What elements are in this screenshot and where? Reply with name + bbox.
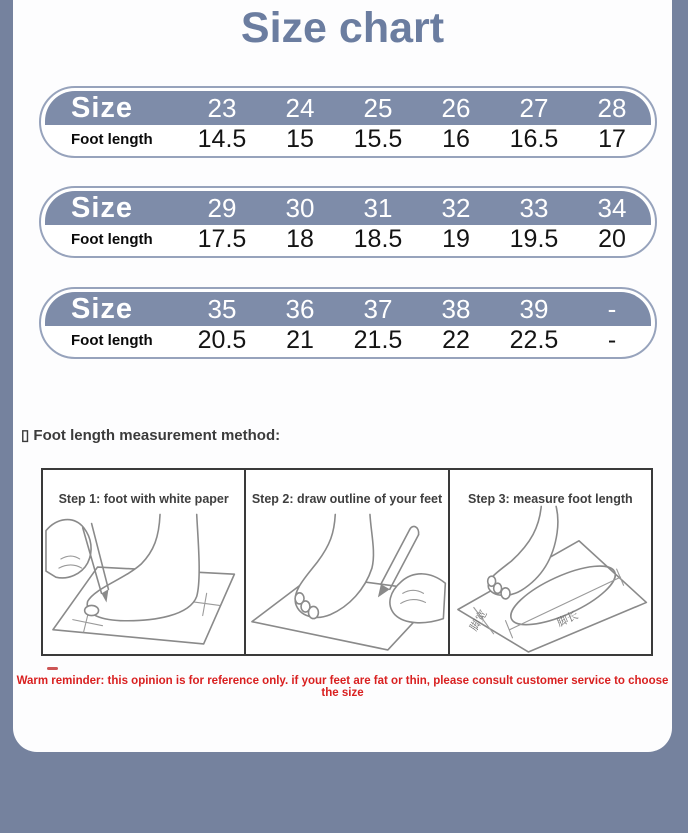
size-value: 36 bbox=[285, 293, 315, 324]
step-2-label: Step 2: draw outline of your feet bbox=[251, 492, 443, 506]
size-value: 25 bbox=[363, 92, 393, 123]
foot-length-value: 22 bbox=[442, 326, 470, 354]
measurement-method-heading: ▯ Foot length measurement method: bbox=[21, 427, 281, 444]
size-table-1 bbox=[39, 86, 657, 158]
size-label: Size bbox=[71, 191, 134, 224]
foot-length-value: 20 bbox=[598, 225, 626, 253]
foot-length-value: 19 bbox=[442, 225, 470, 253]
size-value: 39 bbox=[519, 293, 549, 324]
measurement-steps bbox=[41, 468, 653, 656]
foot-length-diagram-label: 脚长 bbox=[554, 608, 580, 630]
size-value: 28 bbox=[597, 92, 627, 123]
foot-length-value: 16 bbox=[442, 125, 470, 153]
step-panel-2 bbox=[244, 468, 449, 656]
size-value: 30 bbox=[285, 192, 315, 223]
size-value: 26 bbox=[441, 92, 471, 123]
warm-reminder-text: Warm reminder: this opinion is for reference only. if your feet are fat or thin, please consult customer service to choose the size bbox=[16, 675, 669, 699]
size-value: 29 bbox=[207, 192, 237, 223]
foot-length-value: 22.5 bbox=[509, 326, 559, 354]
foot-length-value: 20.5 bbox=[197, 326, 247, 354]
foot-length-row bbox=[45, 225, 651, 254]
size-label: Size bbox=[71, 91, 134, 124]
page-title: Size chart bbox=[240, 4, 445, 52]
size-value: 37 bbox=[363, 293, 393, 324]
foot-length-value: 16.5 bbox=[509, 125, 559, 153]
step-1-label: Step 1: foot with white paper bbox=[58, 492, 229, 506]
size-value: 34 bbox=[597, 192, 627, 223]
size-value: 35 bbox=[207, 293, 237, 324]
foot-length-label: Foot length bbox=[71, 332, 153, 349]
foot-length-value: 15.5 bbox=[353, 125, 403, 153]
foot-length-value: 18.5 bbox=[353, 225, 403, 253]
foot-length-value: 17 bbox=[598, 125, 626, 153]
size-table-2 bbox=[39, 186, 657, 258]
size-table-3 bbox=[39, 287, 657, 359]
size-value: 23 bbox=[207, 92, 237, 123]
foot-length-label: Foot length bbox=[71, 231, 153, 248]
size-header-row bbox=[45, 91, 651, 125]
foot-length-row bbox=[45, 326, 651, 355]
red-mark bbox=[47, 667, 58, 670]
size-value: - bbox=[607, 293, 617, 324]
size-value: 38 bbox=[441, 293, 471, 324]
foot-length-value: - bbox=[607, 326, 617, 354]
size-header-row bbox=[45, 292, 651, 326]
size-header-row bbox=[45, 191, 651, 225]
size-label: Size bbox=[71, 292, 134, 325]
foot-length-value: 17.5 bbox=[197, 225, 247, 253]
size-value: 33 bbox=[519, 192, 549, 223]
foot-length-label: Foot length bbox=[71, 131, 153, 148]
foot-length-value: 18 bbox=[286, 225, 314, 253]
foot-length-value: 14.5 bbox=[197, 125, 247, 153]
foot-length-value: 21.5 bbox=[353, 326, 403, 354]
step-3-label: Step 3: measure foot length bbox=[468, 492, 633, 506]
foot-length-row bbox=[45, 125, 651, 154]
foot-length-value: 21 bbox=[286, 326, 314, 354]
step-panel-3 bbox=[448, 468, 653, 656]
size-value: 24 bbox=[285, 92, 315, 123]
size-value: 31 bbox=[363, 192, 393, 223]
size-value: 32 bbox=[441, 192, 471, 223]
foot-length-value: 19.5 bbox=[509, 225, 559, 253]
step-panel-1 bbox=[41, 468, 246, 656]
foot-length-value: 15 bbox=[286, 125, 314, 153]
foot-width-label: 脚宽 bbox=[467, 607, 490, 634]
size-chart-card bbox=[13, 0, 672, 752]
size-value: 27 bbox=[519, 92, 549, 123]
